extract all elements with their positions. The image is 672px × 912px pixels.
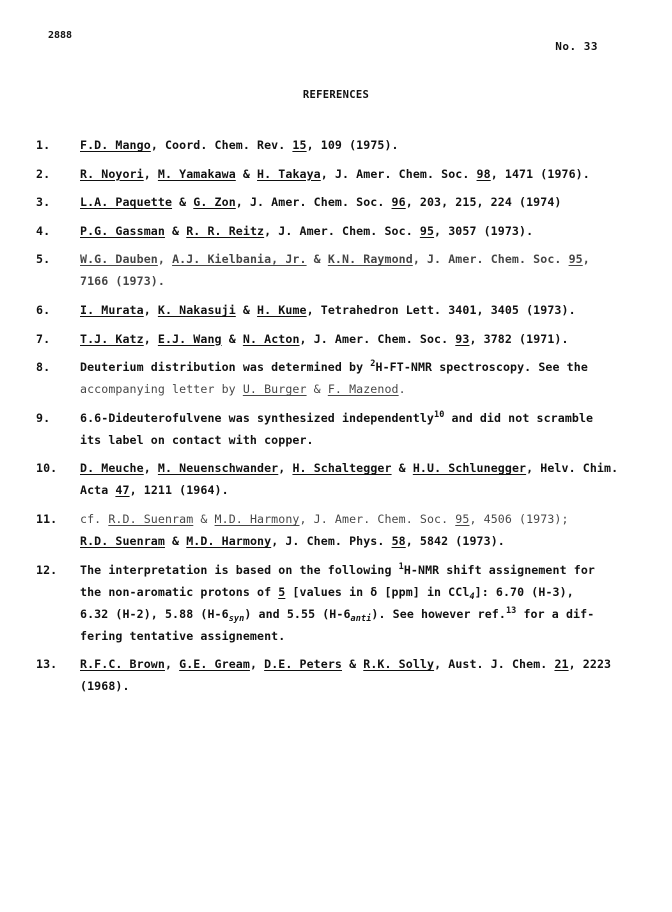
reference-item <box>0 328 672 350</box>
reference-line <box>80 675 640 697</box>
reference-line <box>80 378 640 400</box>
text-segment: its label on contact with copper. <box>80 432 314 447</box>
text-segment: , J. Amer. Chem. Soc. <box>299 511 456 526</box>
text-segment: & <box>235 166 258 181</box>
underlined-segment: H. Takaya <box>257 166 321 181</box>
reference-number: 11. <box>36 511 58 526</box>
reference-item <box>0 248 672 292</box>
underlined-segment: 96 <box>391 195 406 210</box>
underlined-segment: 21 <box>554 657 569 672</box>
text-segment: , J. Amer. Chem. Soc. <box>299 331 456 346</box>
reference-line <box>80 653 640 675</box>
text-segment: , 1471 (1976). <box>490 166 590 181</box>
underlined-segment: U. Burger <box>242 382 307 397</box>
text-segment: (1968). <box>80 679 130 694</box>
reference-item <box>0 134 672 156</box>
text-segment: ). See however ref. <box>371 606 506 621</box>
text-segment: , 4506 (1973); <box>469 511 569 526</box>
reference-item <box>0 163 672 185</box>
underlined-segment: D.E. Peters <box>264 657 343 672</box>
text-segment: , 3782 (1971). <box>469 331 569 346</box>
text-segment: Acta <box>80 483 116 498</box>
reference-item <box>0 407 672 451</box>
reference-line <box>80 220 640 242</box>
text-segment: & <box>164 533 187 548</box>
subscript: syn <box>228 613 245 624</box>
text-segment: & <box>172 195 194 210</box>
reference-line <box>80 429 640 451</box>
reference-text <box>80 508 640 552</box>
reference-line <box>80 191 640 213</box>
text-segment: & <box>221 331 243 346</box>
underlined-segment: M.D. Harmony <box>214 511 300 526</box>
text-segment: The interpretation is based on the following <box>80 562 399 577</box>
underlined-segment: F.D. Mango <box>80 138 151 152</box>
text-segment: , <box>164 657 180 672</box>
reference-item <box>0 508 672 552</box>
underlined-segment: G.E. Gream <box>179 657 250 672</box>
text-segment: 6.6-Dideuterofulvene was synthesized independently <box>80 410 435 425</box>
underlined-segment: F. Mazenod <box>327 382 399 397</box>
reference-text <box>80 299 640 321</box>
underlined-segment: K. Nakasuji <box>157 302 236 317</box>
reference-line <box>80 134 640 156</box>
reference-number: 12. <box>36 562 58 577</box>
reference-number: 6. <box>36 302 51 317</box>
underlined-segment: H.U. Schlunegger <box>412 461 527 476</box>
reference-line <box>80 163 640 185</box>
text-segment: , J. Amer. Chem. Soc. <box>264 223 420 238</box>
reference-number: 5. <box>36 252 51 267</box>
underlined-segment: W.G. Dauben <box>80 252 158 267</box>
underlined-segment: R.D. Suenram <box>108 511 194 526</box>
underlined-segment: N. Acton <box>242 331 300 346</box>
reference-line <box>80 270 640 292</box>
underlined-segment: 93 <box>455 331 470 346</box>
text-segment: 7166 (1973). <box>80 274 165 289</box>
text-segment: , 5842 (1973). <box>405 533 505 548</box>
text-segment: ]: 6.70 (H-3), <box>474 584 574 599</box>
text-segment: , 3057 (1973). <box>434 223 534 238</box>
reference-text <box>80 191 640 213</box>
text-segment: the non-aromatic protons of <box>80 584 279 599</box>
text-segment: , J. Chem. Phys. <box>271 533 392 548</box>
reference-item <box>0 559 672 647</box>
reference-line <box>80 625 640 647</box>
reference-text <box>80 328 640 350</box>
text-segment: & <box>391 461 413 476</box>
text-segment: , J. Amer. Chem. Soc. <box>320 166 477 181</box>
text-segment: , J. Amer. Chem. Soc. <box>412 252 569 267</box>
reference-line <box>80 479 640 501</box>
reference-line <box>80 603 640 625</box>
text-segment: , 1211 (1964). <box>129 483 229 498</box>
underlined-segment: R.F.C. Brown <box>80 657 165 672</box>
text-segment: . <box>398 382 406 397</box>
references-heading: REFERENCES <box>302 89 370 101</box>
text-segment: fering tentative assignement. <box>80 628 286 643</box>
subscript: 4 <box>469 591 475 602</box>
underlined-segment: P.G. Gassman <box>80 223 165 238</box>
text-segment: , <box>157 252 173 267</box>
text-segment: , <box>249 657 265 672</box>
text-segment: , <box>582 252 590 267</box>
underlined-segment: A.J. Kielbania, Jr. <box>172 252 307 267</box>
page-number: 2888 <box>48 30 73 41</box>
reference-number: 1. <box>36 138 51 152</box>
reference-number: 4. <box>36 223 51 238</box>
text-segment: , <box>143 302 158 317</box>
reference-item <box>0 653 672 697</box>
text-segment: , <box>278 461 293 476</box>
text-segment: H-FT-NMR spectroscopy. See the <box>375 360 588 375</box>
underlined-segment: R. Noyori <box>80 166 144 181</box>
underlined-segment: 95 <box>419 223 435 238</box>
subscript: anti <box>350 613 372 624</box>
text-segment: , Tetrahedron Lett. 3401, 3405 (1973). <box>306 302 576 317</box>
underlined-segment: 95 <box>455 511 470 526</box>
underlined-segment: M. Yamakawa <box>157 166 236 181</box>
underlined-segment: K.N. Raymond <box>327 252 413 267</box>
text-segment: , Helv. Chim. <box>526 461 619 476</box>
reference-text <box>80 559 640 647</box>
underlined-segment: D. Meuche <box>80 461 144 476</box>
reference-line <box>80 299 640 321</box>
text-segment: cf. <box>80 511 109 526</box>
underlined-segment: I. Murata <box>80 302 144 317</box>
underlined-segment: 5 <box>278 584 286 599</box>
text-segment: & <box>306 382 328 397</box>
underlined-segment: E.J. Wang <box>157 331 222 346</box>
reference-line <box>80 508 640 530</box>
reference-text <box>80 220 640 242</box>
reference-text <box>80 134 640 156</box>
reference-line <box>80 407 640 429</box>
underlined-segment: R. R. Reitz <box>186 223 265 238</box>
reference-number: 2. <box>36 166 51 181</box>
underlined-segment: 58 <box>391 533 406 548</box>
reference-list <box>0 134 672 704</box>
reference-line <box>80 356 640 378</box>
text-segment: for a dif- <box>516 606 595 621</box>
underlined-segment: M.D. Harmony <box>186 533 272 548</box>
text-segment: H-NMR shift assignement for <box>403 562 595 577</box>
text-segment: , 203, 215, 224 (1974) <box>405 195 562 210</box>
text-segment: , 2223 <box>568 657 612 672</box>
reference-line <box>80 581 640 603</box>
text-segment: ) and 5.55 (H-6 <box>244 606 351 621</box>
underlined-segment: 47 <box>115 483 130 498</box>
superscript: 2 <box>370 359 376 370</box>
text-segment: 6.32 (H-2), 5.88 (H-6 <box>80 606 229 621</box>
text-segment: & <box>306 252 328 267</box>
underlined-segment: G. Zon <box>193 195 236 210</box>
reference-line <box>80 530 640 552</box>
text-segment: Deuterium distribution was determined by <box>80 360 371 375</box>
text-segment: , J. Amer. Chem. Soc. <box>235 195 392 210</box>
reference-item <box>0 457 672 501</box>
underlined-segment: H. Schaltegger <box>292 461 392 476</box>
reference-number: 8. <box>36 360 51 375</box>
text-segment: & <box>193 511 215 526</box>
reference-line <box>80 328 640 350</box>
superscript: 10 <box>434 409 445 420</box>
reference-number: 7. <box>36 331 51 346</box>
text-segment: & <box>235 302 258 317</box>
reference-text <box>80 248 640 292</box>
text-segment: & <box>342 657 364 672</box>
reference-line <box>80 457 640 479</box>
underlined-segment: 15 <box>292 138 307 152</box>
text-segment: , <box>143 331 158 346</box>
reference-number: 3. <box>36 195 51 210</box>
text-segment: , <box>143 461 158 476</box>
reference-text <box>80 163 640 185</box>
underlined-segment: L.A. Paquette <box>80 195 173 210</box>
underlined-segment: 98 <box>476 166 491 181</box>
text-segment: , 109 (1975). <box>306 138 399 152</box>
reference-text <box>80 653 640 697</box>
reference-number: 10. <box>36 461 58 476</box>
reference-line <box>80 559 640 581</box>
superscript: 13 <box>505 605 517 616</box>
text-segment: , Coord. Chem. Rev. <box>150 138 293 152</box>
underlined-segment: M. Neuenschwander <box>157 461 279 476</box>
underlined-segment: H. Kume <box>257 302 307 317</box>
reference-item <box>0 299 672 321</box>
reference-item <box>0 220 672 242</box>
reference-item <box>0 356 672 400</box>
underlined-segment: R.D. Suenram <box>80 533 165 548</box>
reference-number: 9. <box>36 410 51 425</box>
text-segment: & <box>164 223 187 238</box>
reference-item <box>0 191 672 213</box>
text-segment: , <box>143 166 158 181</box>
issue-number: No. 33 <box>555 40 598 53</box>
underlined-segment: 95 <box>568 252 583 267</box>
reference-line <box>80 248 640 270</box>
underlined-segment: R.K. Solly <box>363 657 435 672</box>
reference-text <box>80 407 640 451</box>
text-segment: accompanying letter by <box>80 382 243 397</box>
reference-number: 13. <box>36 657 58 672</box>
underlined-segment: T.J. Katz <box>80 331 144 346</box>
text-segment: and did not scramble <box>444 410 594 425</box>
text-segment: [values in δ [ppm] in CCl <box>285 584 470 599</box>
superscript: 1 <box>398 561 404 572</box>
reference-text <box>80 356 640 400</box>
reference-text <box>80 457 640 501</box>
text-segment: , Aust. J. Chem. <box>434 657 555 672</box>
